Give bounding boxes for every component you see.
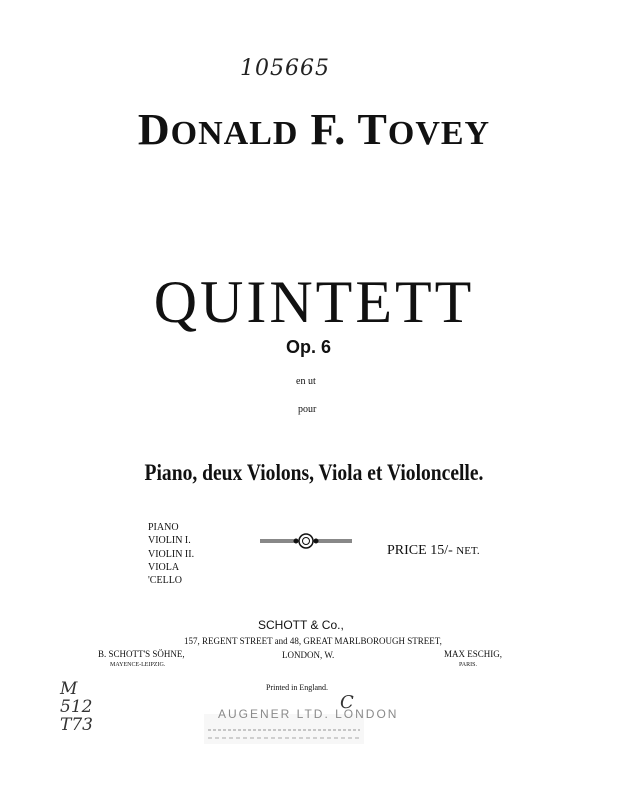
key-text: en ut: [296, 376, 316, 387]
publisher-address: 157, REGENT STREET and 48, GREAT MARLBOROUGH STREET,: [184, 636, 442, 646]
part-item: VIOLIN I.: [148, 535, 191, 547]
opus-number: Op. 6: [286, 337, 332, 357]
price-label: PRICE: [387, 543, 427, 558]
pour-text: pour: [298, 404, 317, 415]
right-agent-name: MAX ESCHIG,: [444, 649, 503, 659]
call-number-line: M: [60, 679, 78, 699]
stamp-text: AUGENER LTD. LONDON: [218, 707, 399, 721]
work-title: QUINTETT: [153, 269, 475, 335]
parts-list: [148, 521, 194, 587]
part-item: VIOLIN II.: [148, 548, 195, 560]
part-item: 'CELLO: [148, 575, 183, 587]
instrumentation: Piano, deux Violons, Viola et Violoncelle.: [144, 460, 484, 485]
composer-name: [0, 104, 628, 155]
publisher-city: LONDON, W.: [282, 650, 335, 660]
call-number-line: 512: [60, 697, 93, 717]
right-agent-city: PARIS.: [459, 662, 477, 668]
composer-last-rest: OVEY: [387, 115, 491, 152]
composer-first-rest: ONALD: [170, 115, 299, 152]
call-number: [60, 680, 93, 734]
composer-middle: F.: [310, 105, 347, 154]
part-item: PIANO: [148, 522, 179, 533]
publisher-name: SCHOTT & Co.,: [258, 618, 344, 632]
price-amount: 15/-: [430, 543, 453, 558]
decorative-ornament-icon: [258, 531, 354, 551]
accession-number: 105665: [240, 56, 330, 81]
price-suffix: NET.: [456, 545, 480, 557]
left-agent-name: B. SCHOTT'S SÖHNE,: [98, 649, 185, 659]
call-mark: C: [340, 692, 354, 713]
call-number-line: T73: [60, 715, 93, 735]
price: [387, 543, 480, 559]
composer-first-initial: D: [137, 105, 171, 154]
left-agent-city: MAYENCE-LEIPZIG.: [110, 662, 166, 668]
composer-last-initial: T: [357, 105, 388, 154]
part-item: VIOLA: [148, 561, 180, 573]
printed-note: Printed in England.: [266, 683, 328, 692]
